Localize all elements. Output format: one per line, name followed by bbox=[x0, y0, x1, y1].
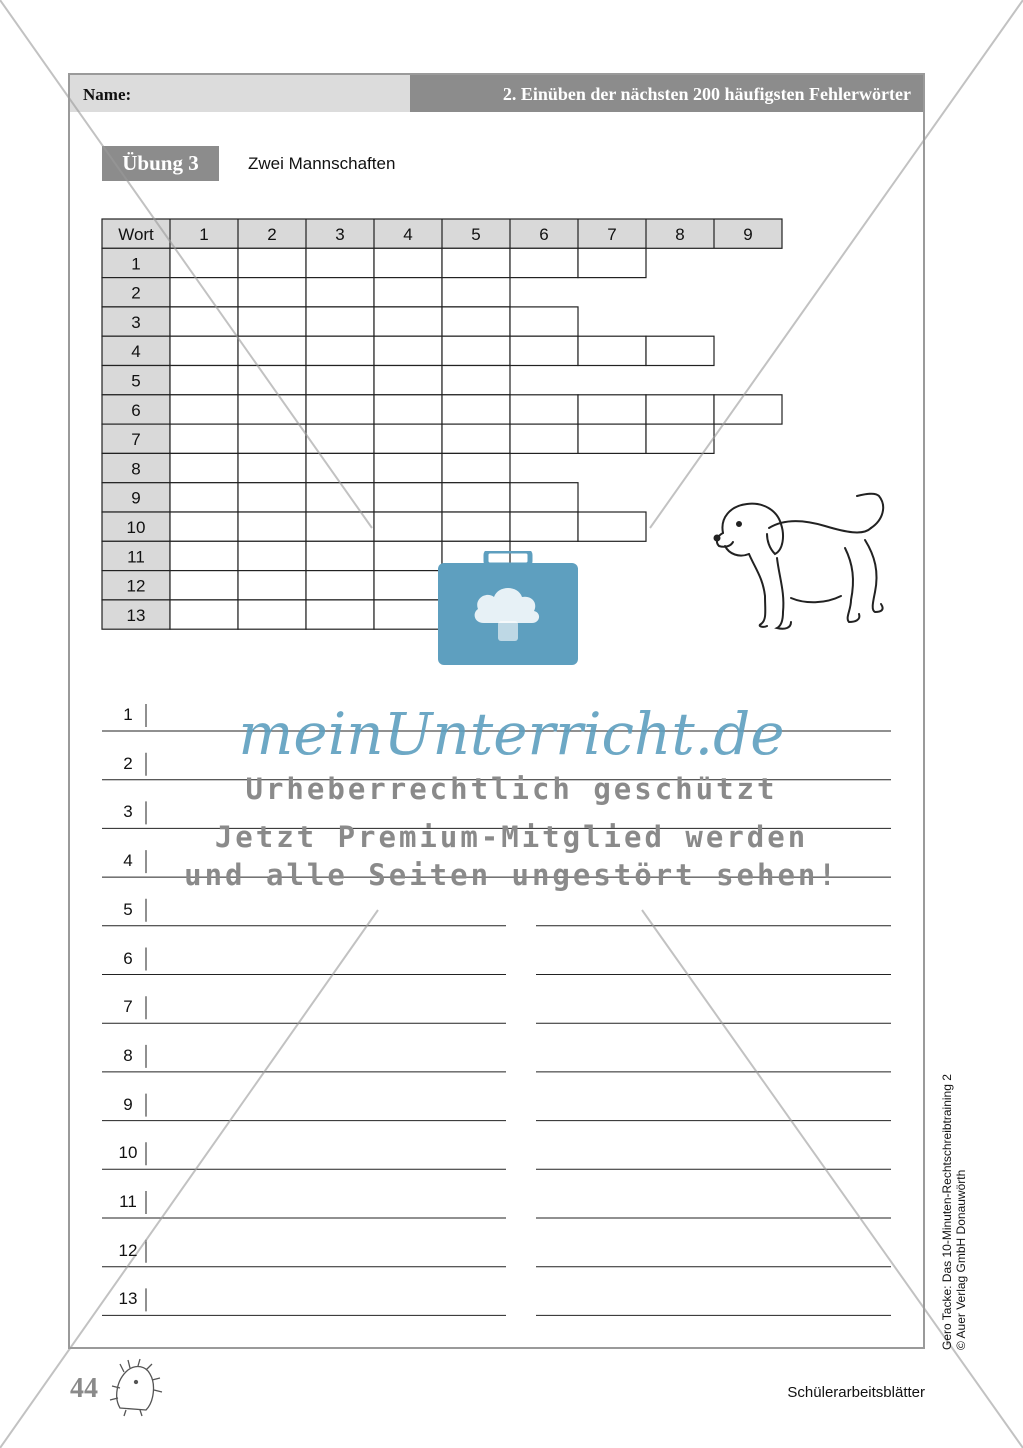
letter-cell bbox=[510, 336, 578, 365]
watermark-diagonal bbox=[0, 910, 378, 1448]
letter-cell bbox=[646, 395, 714, 424]
grid-row-label: 5 bbox=[131, 371, 141, 391]
credit-line-1: Gero Tacke: Das 10-Minuten-Rechtschreibtraining 2 bbox=[940, 1074, 954, 1350]
exercise-badge: Übung 3 bbox=[102, 146, 219, 181]
letter-cell bbox=[170, 395, 238, 424]
letter-cell bbox=[374, 600, 442, 629]
line-number: 9 bbox=[123, 1094, 133, 1114]
line-number: 8 bbox=[123, 1045, 133, 1065]
letter-cell bbox=[238, 512, 306, 541]
letter-cell bbox=[170, 307, 238, 336]
letter-cell bbox=[374, 571, 442, 600]
letter-cell bbox=[306, 366, 374, 395]
watermark-brand: meinUnterricht.de bbox=[238, 700, 785, 768]
grid-column-label: 3 bbox=[335, 225, 345, 244]
line-number: 1 bbox=[123, 705, 133, 724]
letter-cell bbox=[170, 278, 238, 307]
grid-column-label: 1 bbox=[199, 225, 209, 244]
letter-cell bbox=[374, 307, 442, 336]
letter-cell bbox=[170, 248, 238, 277]
letter-cell bbox=[442, 424, 510, 453]
letter-cell bbox=[306, 278, 374, 307]
footer-section: Schülerarbeitsblätter bbox=[787, 1384, 925, 1401]
letter-cell bbox=[306, 248, 374, 277]
letter-cell bbox=[374, 366, 442, 395]
letter-cell bbox=[442, 248, 510, 277]
letter-cell bbox=[238, 571, 306, 600]
letter-cell bbox=[170, 571, 238, 600]
grid-column-label: 5 bbox=[471, 225, 481, 244]
letter-cell bbox=[442, 336, 510, 365]
letter-cell bbox=[374, 336, 442, 365]
letter-cell bbox=[714, 395, 782, 424]
letter-cell bbox=[374, 483, 442, 512]
watermark-diagonal bbox=[650, 0, 1023, 528]
grid-row-label: 1 bbox=[131, 254, 141, 274]
letter-cell bbox=[170, 512, 238, 541]
letter-cell bbox=[238, 278, 306, 307]
letter-cell bbox=[510, 424, 578, 453]
hedgehog-mascot-icon bbox=[106, 1358, 164, 1418]
letter-cell bbox=[170, 366, 238, 395]
letter-cell bbox=[170, 424, 238, 453]
letter-cell bbox=[578, 424, 646, 453]
letter-cell bbox=[306, 541, 374, 570]
letter-cell bbox=[170, 336, 238, 365]
letter-cell bbox=[238, 424, 306, 453]
line-number: 7 bbox=[123, 997, 133, 1017]
letter-cell bbox=[306, 453, 374, 482]
letter-cell bbox=[442, 366, 510, 395]
grid-column-label: 9 bbox=[743, 225, 753, 244]
letter-cell bbox=[238, 453, 306, 482]
letter-cell bbox=[170, 600, 238, 629]
line-number: 10 bbox=[118, 1143, 138, 1163]
credit-line-2: © Auer Verlag GmbH Donauwörth bbox=[954, 1169, 968, 1350]
letter-cell bbox=[646, 336, 714, 365]
letter-cell bbox=[170, 483, 238, 512]
letter-cell bbox=[578, 336, 646, 365]
letter-cell bbox=[374, 278, 442, 307]
letter-cell bbox=[646, 424, 714, 453]
letter-cell bbox=[306, 307, 374, 336]
letter-cell bbox=[442, 395, 510, 424]
line-number: 3 bbox=[123, 802, 133, 822]
letter-cell bbox=[238, 307, 306, 336]
grid-column-label: 2 bbox=[267, 225, 277, 244]
letter-cell bbox=[170, 541, 238, 570]
letter-cell bbox=[510, 395, 578, 424]
letter-cell bbox=[306, 395, 374, 424]
letter-cell bbox=[374, 424, 442, 453]
dog-illustration bbox=[705, 488, 900, 633]
line-number: 2 bbox=[123, 753, 133, 773]
grid-row-label: 13 bbox=[126, 605, 146, 625]
watermark-copyright: Urheberrechtlich geschützt bbox=[245, 772, 778, 806]
letter-cell bbox=[510, 512, 578, 541]
letter-cell bbox=[306, 483, 374, 512]
letter-cell bbox=[306, 571, 374, 600]
grid-column-label: 8 bbox=[675, 225, 685, 244]
grid-column-label: 6 bbox=[539, 225, 549, 244]
grid-corner-label: Wort bbox=[118, 225, 154, 244]
grid-row-label: 6 bbox=[131, 400, 141, 420]
letter-cell bbox=[442, 512, 510, 541]
line-number: 4 bbox=[123, 851, 133, 871]
grid-row-label: 3 bbox=[131, 312, 141, 332]
letter-cell bbox=[578, 512, 646, 541]
page-number: 44 bbox=[70, 1373, 98, 1404]
grid-row-label: 11 bbox=[127, 547, 145, 567]
schoolbag-logo-icon bbox=[438, 551, 578, 665]
line-number: 12 bbox=[118, 1240, 138, 1260]
letter-cell bbox=[374, 395, 442, 424]
side-credit bbox=[940, 1074, 968, 1350]
header-title: 2. Einüben der nächsten 200 häufigsten Fehlerwörter bbox=[502, 84, 911, 104]
letter-cell bbox=[442, 483, 510, 512]
letter-cell bbox=[510, 307, 578, 336]
letter-cell bbox=[238, 248, 306, 277]
grid-row-label: 12 bbox=[126, 576, 146, 596]
letter-cell bbox=[374, 453, 442, 482]
letter-cell bbox=[374, 512, 442, 541]
letter-cell bbox=[306, 336, 374, 365]
name-label: Name: bbox=[83, 85, 132, 104]
grid-row-label: 2 bbox=[131, 283, 141, 303]
grid-row-label: 10 bbox=[126, 518, 146, 537]
letter-cell bbox=[306, 600, 374, 629]
letter-cell bbox=[442, 278, 510, 307]
line-number: 11 bbox=[119, 1192, 137, 1211]
letter-cell bbox=[442, 307, 510, 336]
grid-column-label: 7 bbox=[607, 225, 617, 244]
letter-cell bbox=[578, 395, 646, 424]
grid-row-label: 8 bbox=[131, 459, 141, 479]
letter-cell bbox=[578, 248, 646, 277]
line-number: 5 bbox=[123, 899, 133, 919]
line-number: 13 bbox=[118, 1289, 138, 1309]
grid-row-label: 7 bbox=[131, 430, 141, 450]
watermark-premium: Jetzt Premium-Mitglied werden bbox=[214, 820, 809, 854]
letter-cell bbox=[238, 600, 306, 629]
letter-cell bbox=[238, 483, 306, 512]
letter-cell bbox=[170, 453, 238, 482]
grid-row-label: 9 bbox=[131, 488, 141, 508]
letter-cell bbox=[442, 453, 510, 482]
letter-cell bbox=[510, 483, 578, 512]
grid-column-label: 4 bbox=[403, 225, 413, 244]
letter-cell bbox=[238, 366, 306, 395]
letter-cell bbox=[238, 541, 306, 570]
exercise-title: Zwei Mannschaften bbox=[248, 154, 396, 173]
watermark-unlock: und alle Seiten ungestört sehen! bbox=[184, 858, 839, 892]
line-number: 6 bbox=[123, 948, 133, 968]
letter-cell bbox=[374, 248, 442, 277]
grid-row-label: 4 bbox=[131, 342, 141, 362]
letter-cell bbox=[374, 541, 442, 570]
letter-cell bbox=[510, 248, 578, 277]
